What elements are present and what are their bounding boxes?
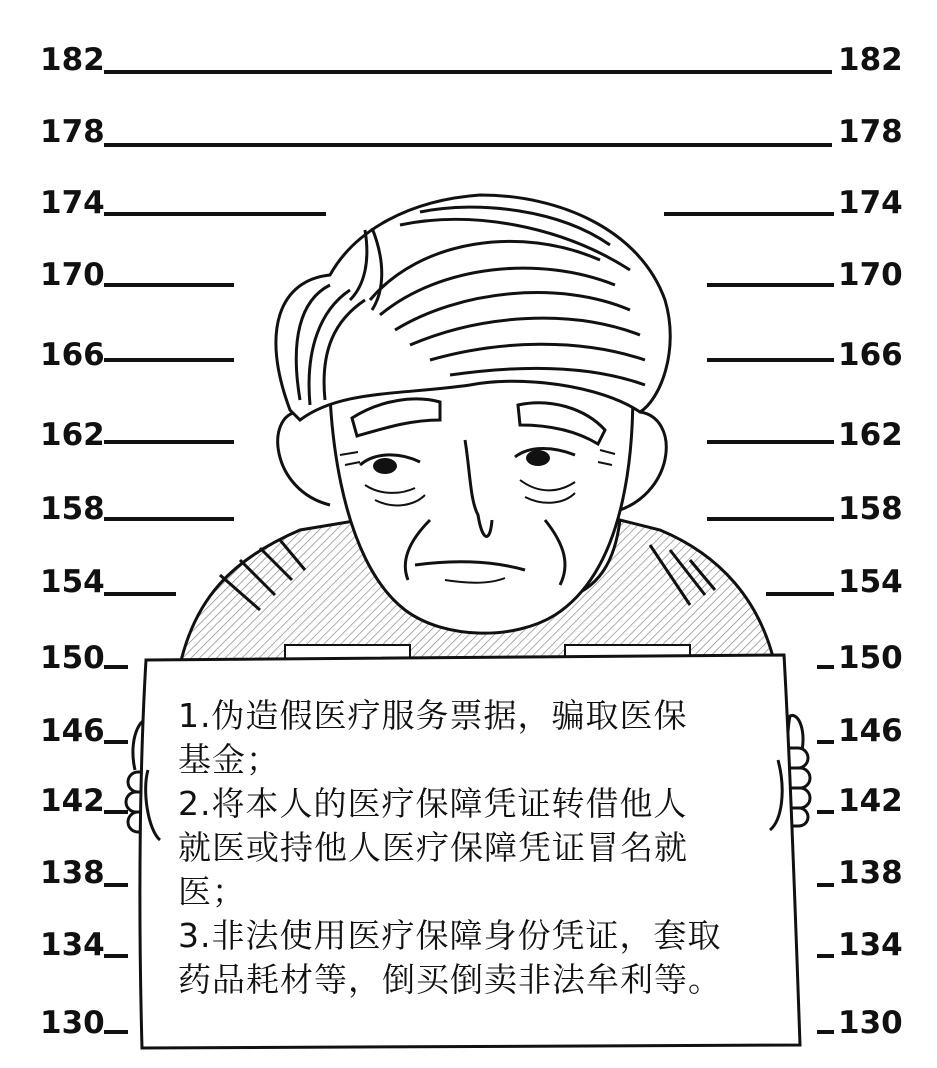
height-label-left: 166 [40, 337, 105, 373]
left-eye [373, 458, 397, 474]
sign-line: 3.非法使用医疗保障身份凭证，套取 [178, 916, 722, 955]
height-label-right: 142 [838, 783, 903, 819]
height-label-right: 134 [838, 927, 903, 963]
sign-line: 医； [178, 872, 246, 911]
sign-line: 1.伪造假医疗服务票据，骗取医保 [178, 696, 688, 735]
height-label-right: 154 [838, 564, 903, 600]
height-label-left: 174 [40, 185, 105, 221]
height-label-left: 146 [40, 713, 105, 749]
height-label-left: 162 [40, 417, 105, 453]
height-label-right: 166 [838, 337, 903, 373]
height-label-right: 182 [838, 42, 903, 78]
height-label-right: 146 [838, 713, 903, 749]
height-label-left: 150 [40, 640, 105, 676]
sign-line: 药品耗材等，倒买倒卖非法牟利等。 [178, 960, 722, 999]
height-label-right: 138 [838, 855, 903, 891]
sign-text [178, 694, 788, 1002]
height-label-left: 154 [40, 564, 105, 600]
height-label-left: 138 [40, 855, 105, 891]
height-label-left: 134 [40, 927, 105, 963]
height-label-right: 158 [838, 491, 903, 527]
right-eye [526, 450, 550, 466]
height-label-left: 170 [40, 257, 105, 293]
height-label-right: 150 [838, 640, 903, 676]
sign-line: 2.将本人的医疗保障凭证转借他人 [178, 784, 688, 823]
height-label-left: 158 [40, 491, 105, 527]
sign-line: 就医或持他人医疗保障凭证冒名就 [178, 828, 688, 867]
height-label-right: 162 [838, 417, 903, 453]
height-label-right: 178 [838, 114, 903, 150]
height-label-left: 182 [40, 42, 105, 78]
height-label-right: 174 [838, 185, 903, 221]
height-label-left: 130 [40, 1005, 105, 1041]
height-label-right: 170 [838, 257, 903, 293]
height-label-left: 178 [40, 114, 105, 150]
sign-line: 基金； [178, 740, 280, 779]
height-label-left: 142 [40, 783, 105, 819]
height-label-right: 130 [838, 1005, 903, 1041]
